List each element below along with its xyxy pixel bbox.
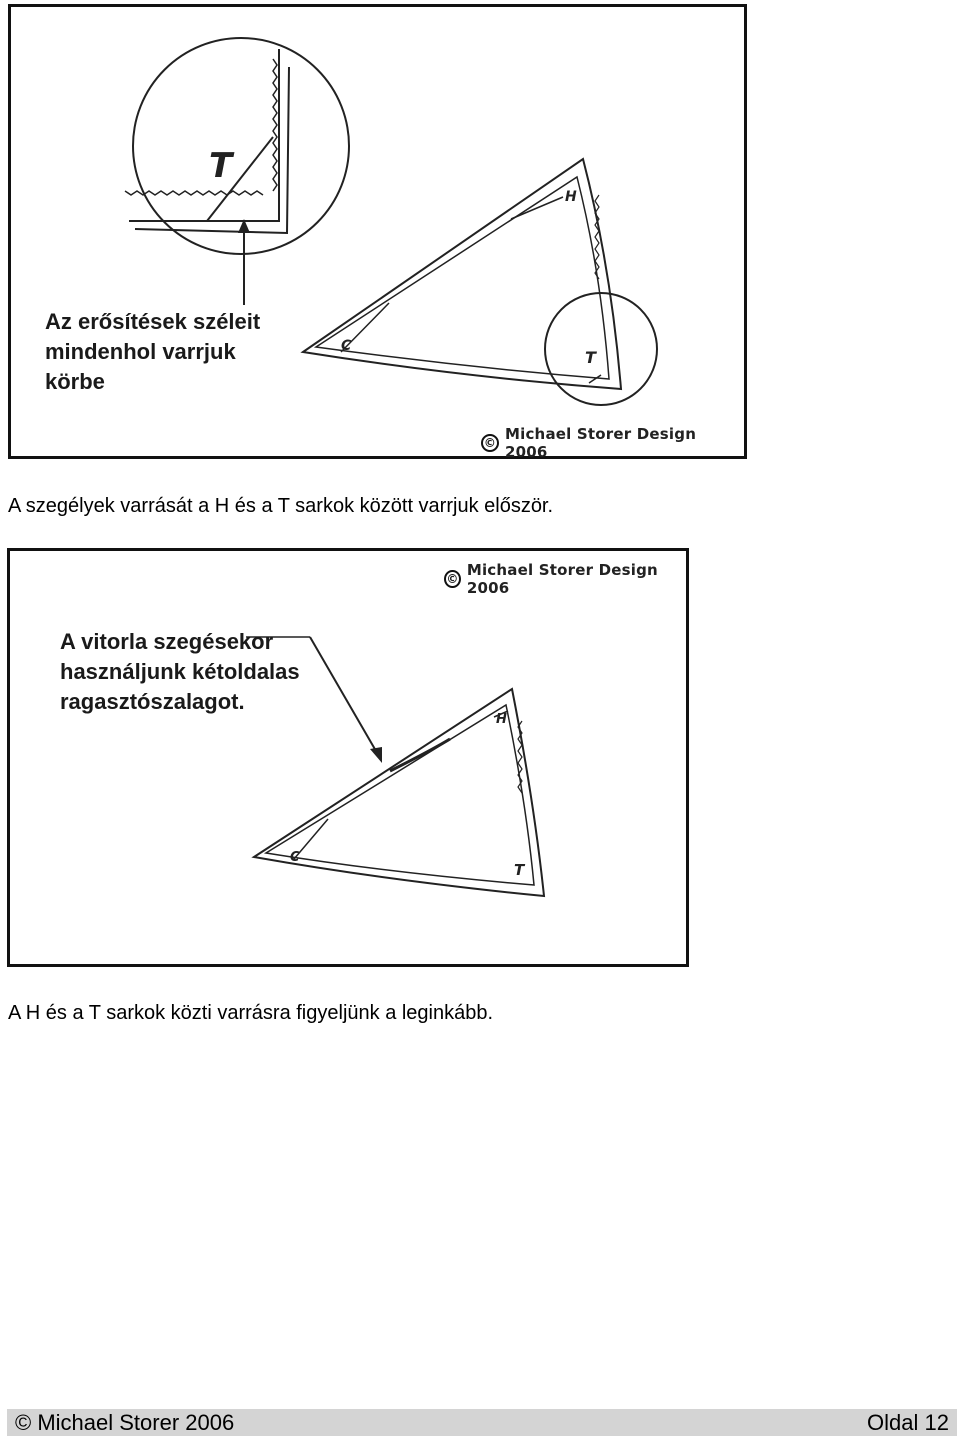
copyright-icon: © [444,570,461,588]
caption-2: A H és a T sarkok közti varrásra figyeljünk a leginkább. [8,1002,494,1024]
label-zoom-tack: T [209,146,233,186]
sail-diagram-2 [10,551,686,964]
zoom-zigzag-vertical [273,59,277,191]
tape-note: A vitorla szegésekor használjunk kétoldalas ragasztószalagot. [60,629,300,714]
copyright-text: Michael Storer Design 2006 [505,425,697,461]
label-clew: C [341,338,352,354]
page-footer [7,1409,957,1436]
tape-arrow [310,637,376,751]
label-tack: T [585,348,596,367]
copyright-text-2: Michael Storer Design 2006 [466,561,658,597]
label-head-2: H [496,712,507,727]
page-number: Oldal 12 [867,1409,949,1435]
label-tack-2: T [514,861,525,879]
reinforcement-note: Az erősítések széleit mindenhol varrjuk körbe [45,309,261,394]
figure-sail-tape [7,548,689,967]
figure-sail-reinforcement [8,4,747,459]
figure-copyright-2 [444,561,686,597]
label-clew-2: C [290,850,300,865]
copyright-icon: © [481,434,499,452]
zoom-zigzag-horizontal [125,191,263,195]
caption-1: A szegélyek varrását a H és a T sarkok között varrjuk először. [8,495,554,517]
footer-copyright: © Michael Storer 2006 [15,1409,235,1435]
label-head: H [565,189,577,205]
figure-copyright [481,425,744,461]
sail-triangle [303,159,657,405]
